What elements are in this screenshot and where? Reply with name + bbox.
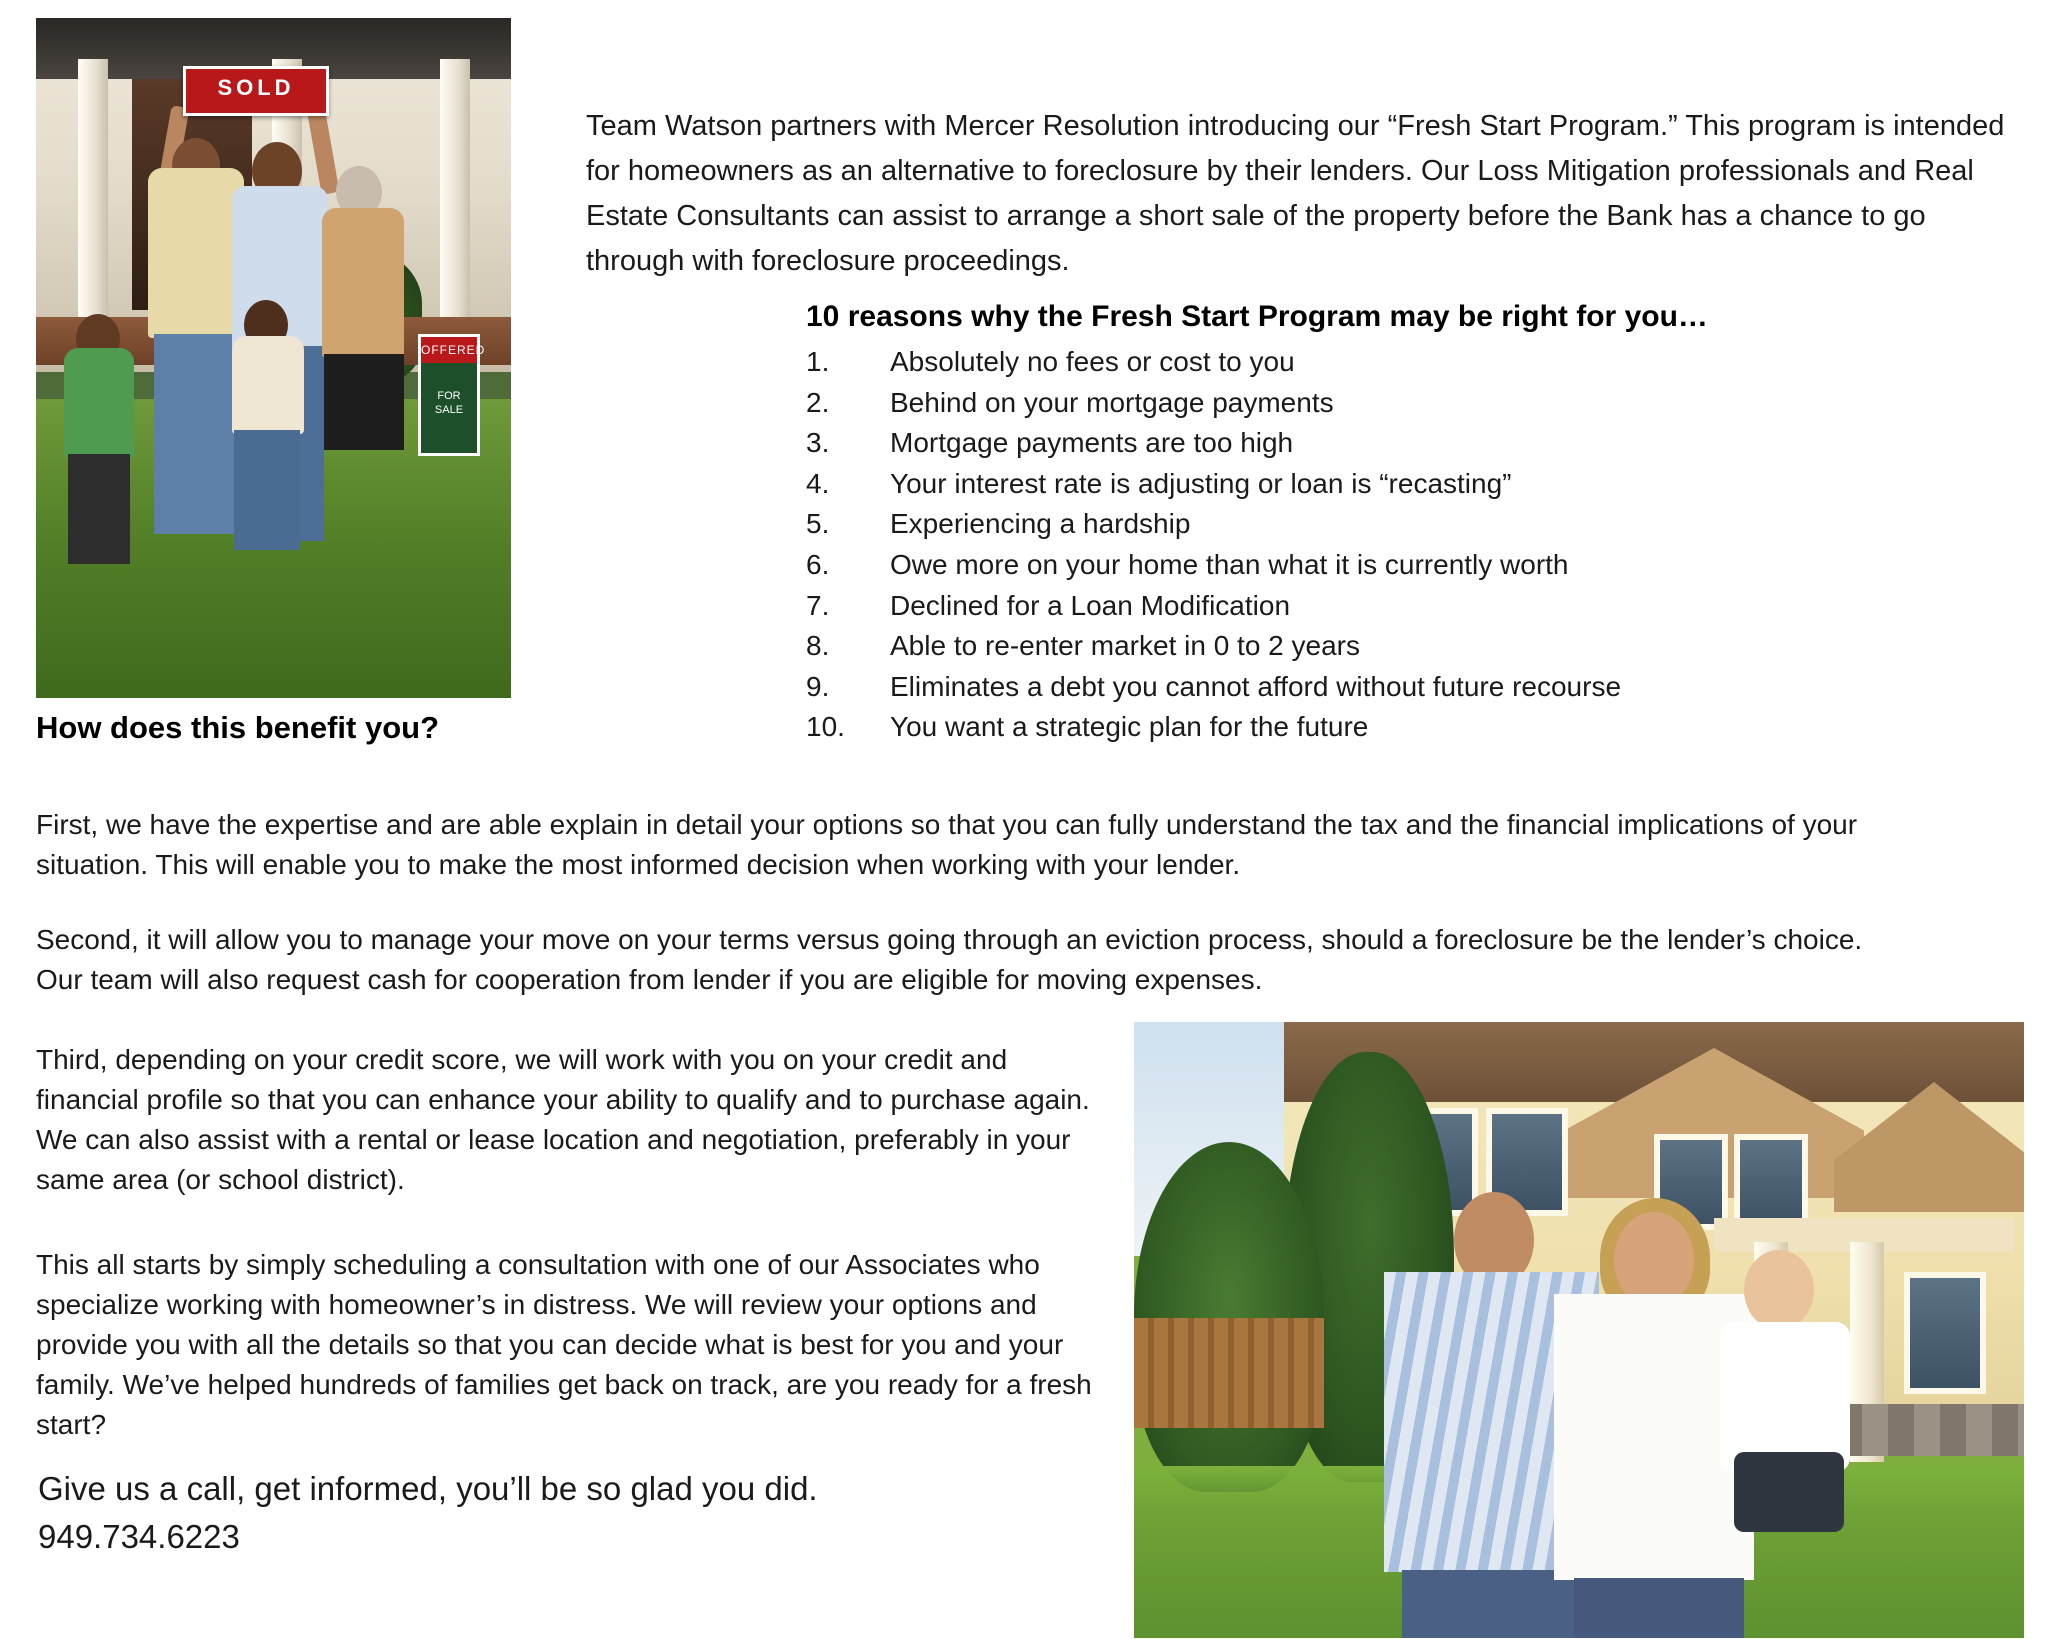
list-item-label: Absolutely no fees or cost to you <box>890 346 1295 377</box>
paragraph-fourth: This all starts by simply scheduling a consultation with one of our Associates who specialize working with homeowner’s in distress. We will review your options and provide you with all the details so that you can decide what is best for you and your family. We’ve helped hundreds of families get back on track, are you ready for a fresh start? <box>36 1249 1092 1440</box>
cta-line: Give us a call, get informed, you’ll be so glad you did. <box>38 1470 818 1507</box>
photo-father-legs <box>154 334 240 534</box>
family-sold-sign-photo <box>36 18 511 698</box>
yard-sign-text: FOR SALE <box>434 390 464 416</box>
list-item-label: Mortgage payments are too high <box>890 427 1294 459</box>
benefit-heading: How does this benefit you? <box>36 710 440 745</box>
list-item <box>806 545 2036 586</box>
list-item-label: Behind on your mortgage payments <box>890 386 1334 418</box>
list-item <box>806 383 2036 424</box>
photo-window <box>1904 1272 1986 1394</box>
phone-number: 949.734.6223 <box>38 1518 240 1555</box>
photo-porch-column <box>78 59 108 345</box>
list-item-number: 7. <box>806 589 830 621</box>
photo-boy-legs <box>234 430 300 550</box>
photo-girl-legs <box>68 454 130 564</box>
list-item <box>806 707 2036 748</box>
photo-baby-head <box>1744 1250 1814 1330</box>
list-item-label: Declined for a Loan Modification <box>890 589 1291 621</box>
photo-fence <box>1134 1318 1324 1428</box>
photo-father-jeans <box>1402 1570 1582 1638</box>
list-item-number: 4. <box>806 467 830 499</box>
photo-mother-jeans <box>1574 1578 1744 1638</box>
list-item <box>806 586 2036 627</box>
sold-sign <box>183 66 329 116</box>
photo-girl-torso <box>64 348 134 458</box>
list-item-number: 8. <box>806 630 830 662</box>
list-item-number: 1. <box>806 346 830 377</box>
photo-baby-outfit <box>1720 1322 1850 1472</box>
paragraph-second: Second, it will allow you to manage your move on your terms versus going through an eviction process, should a foreclosure be the lender’s choice. Our team will also request cash for cooperation from lender if you are eligible for moving expenses. <box>36 924 1863 995</box>
yard-sign-banner: OFFERED <box>421 337 477 363</box>
photo-father-torso <box>148 168 244 338</box>
sold-sign-label: SOLD <box>217 75 295 100</box>
list-item-number: 2. <box>806 386 830 418</box>
list-item-number: 3. <box>806 427 830 459</box>
list-item-label: Owe more on your home than what it is currently worth <box>890 548 1569 580</box>
intro-paragraph: Team Watson partners with Mercer Resolution introducing our “Fresh Start Program.” This program is intended for homeowners as an alternative to foreclosure by their lenders. Our Loss Mitigation professionals and Real Estate Consultants can assist to arrange a short sale of the property before the Bank has a chance to go through with foreclosure proceedings. <box>586 110 2005 277</box>
list-item-number: 6. <box>806 548 830 580</box>
list-item-label: Your interest rate is adjusting or loan is “recasting” <box>890 467 1512 499</box>
list-item <box>806 342 2036 383</box>
family-house-photo <box>1134 1022 2024 1638</box>
photo-boy-torso <box>232 336 304 434</box>
list-item <box>806 423 2036 464</box>
list-item-label: You want a strategic plan for the future <box>890 711 1369 743</box>
yard-sign <box>418 334 486 456</box>
photo-porch-column <box>440 59 470 345</box>
list-item-label: Experiencing a hardship <box>890 508 1191 540</box>
reasons-list <box>806 342 2036 748</box>
call-to-action <box>38 1465 1108 1561</box>
photo-window <box>1734 1134 1808 1230</box>
list-item-label: Able to re-enter market in 0 to 2 years <box>890 630 1360 662</box>
photo-agent-skirt <box>324 354 404 450</box>
list-item-number: 5. <box>806 508 830 540</box>
list-item <box>806 464 2036 505</box>
list-item <box>806 626 2036 667</box>
photo-baby-pants <box>1734 1452 1844 1532</box>
list-item-number: 9. <box>806 670 830 702</box>
list-item-label: Eliminates a debt you cannot afford without future recourse <box>890 670 1622 702</box>
reasons-heading: 10 reasons why the Fresh Start Program may be right for you… <box>806 300 1708 333</box>
list-item <box>806 667 2036 708</box>
paragraph-third: Third, depending on your credit score, we will work with you on your credit and financial profile so that you can enhance your ability to qualify and to purchase again. We can also assist with a rental or lease location and negotiation, preferably in your same area (or school district). <box>36 1044 1090 1195</box>
list-item-number: 10. <box>806 711 845 743</box>
paragraph-first: First, we have the expertise and are able explain in detail your options so that you can fully understand the tax and the financial implications of your situation. This will enable you to make the most informed decision when working with your lender. <box>36 809 1858 880</box>
list-item <box>806 504 2036 545</box>
photo-agent-torso <box>322 208 404 358</box>
